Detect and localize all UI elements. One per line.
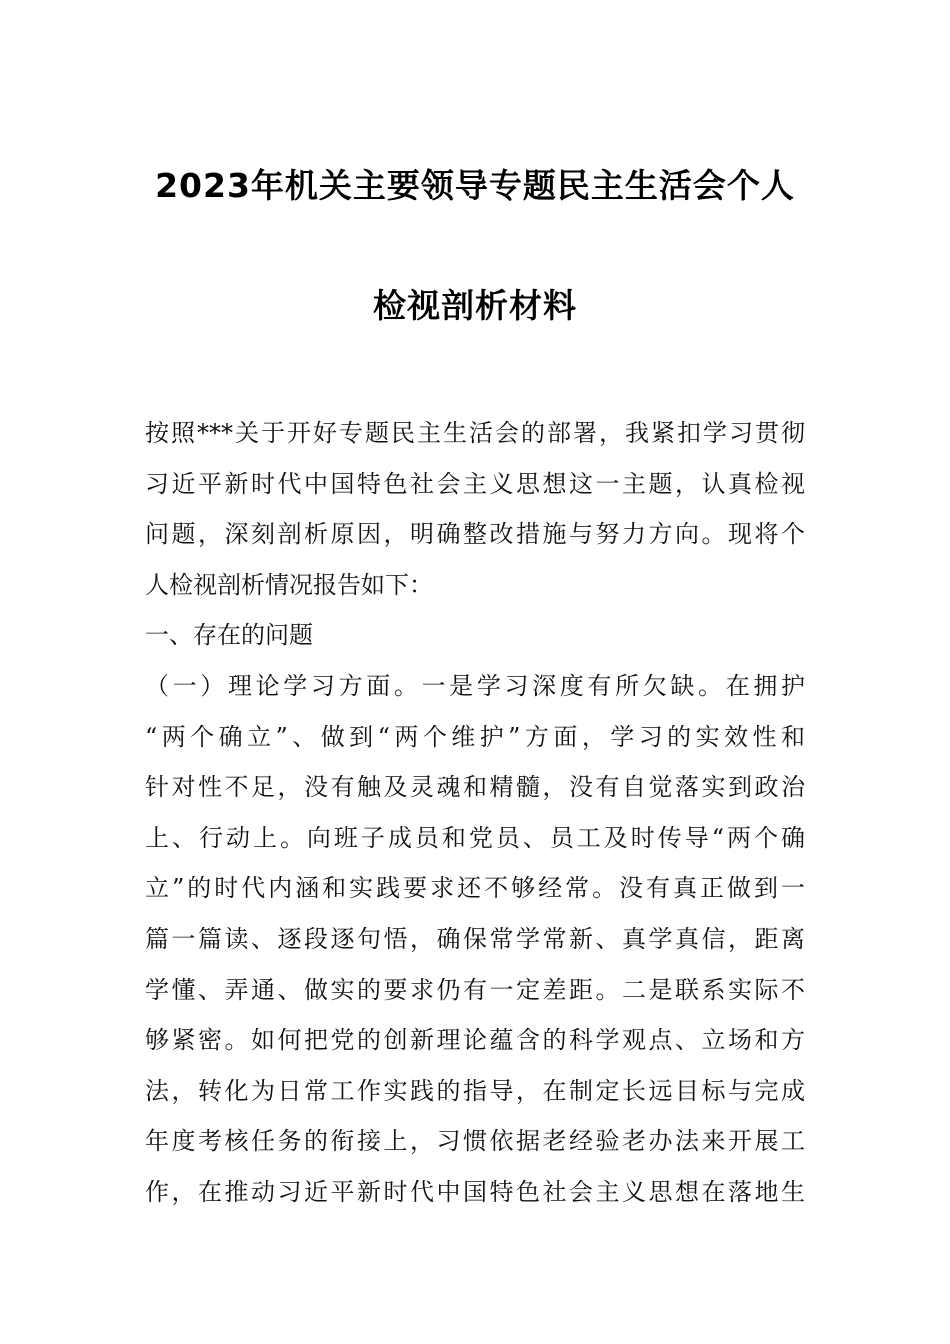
body-line: 学懂、弄通、做实的要求仍有一定差距。二是联系实际不 <box>145 975 805 1004</box>
body-line: 法，转化为日常工作实践的指导，在制定长远目标与完成 <box>145 1076 805 1105</box>
body-line: 年度考核任务的衔接上，习惯依据老经验老办法来开展工 <box>145 1127 805 1156</box>
body-line: 习近平新时代中国特色社会主义思想这一主题，认真检视 <box>145 469 805 498</box>
body-line: 上、行动上。向班子成员和党员、员工及时传导“两个确 <box>145 823 805 852</box>
body-line: （一）理论学习方面。一是学习深度有所欠缺。在拥护 <box>145 671 805 700</box>
body-line: 问题，深刻剖析原因，明确整改措施与努力方向。现将个 <box>145 520 805 549</box>
body-line: 按照***关于开好专题民主生活会的部署，我紧扣学习贯彻 <box>145 419 805 447</box>
body-line: 立”的时代内涵和实践要求还不够经常。没有真正做到一 <box>145 874 805 903</box>
document-body <box>145 408 805 1218</box>
body-line: 篇一篇读、逐段逐句悟，确保常学常新、真学真信，距离 <box>145 924 805 953</box>
body-line: 针对性不足，没有触及灵魂和精髓，没有自觉落实到政治 <box>145 773 805 802</box>
section-heading: 一、存在的问题 <box>145 621 313 650</box>
body-line: “两个确立”、做到“两个维护”方面，学习的实效性和 <box>145 722 805 751</box>
document-title-line-2: 检视剖析材料 <box>373 286 577 325</box>
document-title-line-1: 2023年机关主要领导专题民主生活会个人 <box>155 166 795 205</box>
body-line: 作，在推动习近平新时代中国特色社会主义思想在落地生 <box>145 1177 805 1206</box>
body-line: 人检视剖析情况报告如下： <box>145 570 433 599</box>
body-line: 够紧密。如何把党的创新理论蕴含的科学观点、立场和方 <box>145 1026 805 1055</box>
